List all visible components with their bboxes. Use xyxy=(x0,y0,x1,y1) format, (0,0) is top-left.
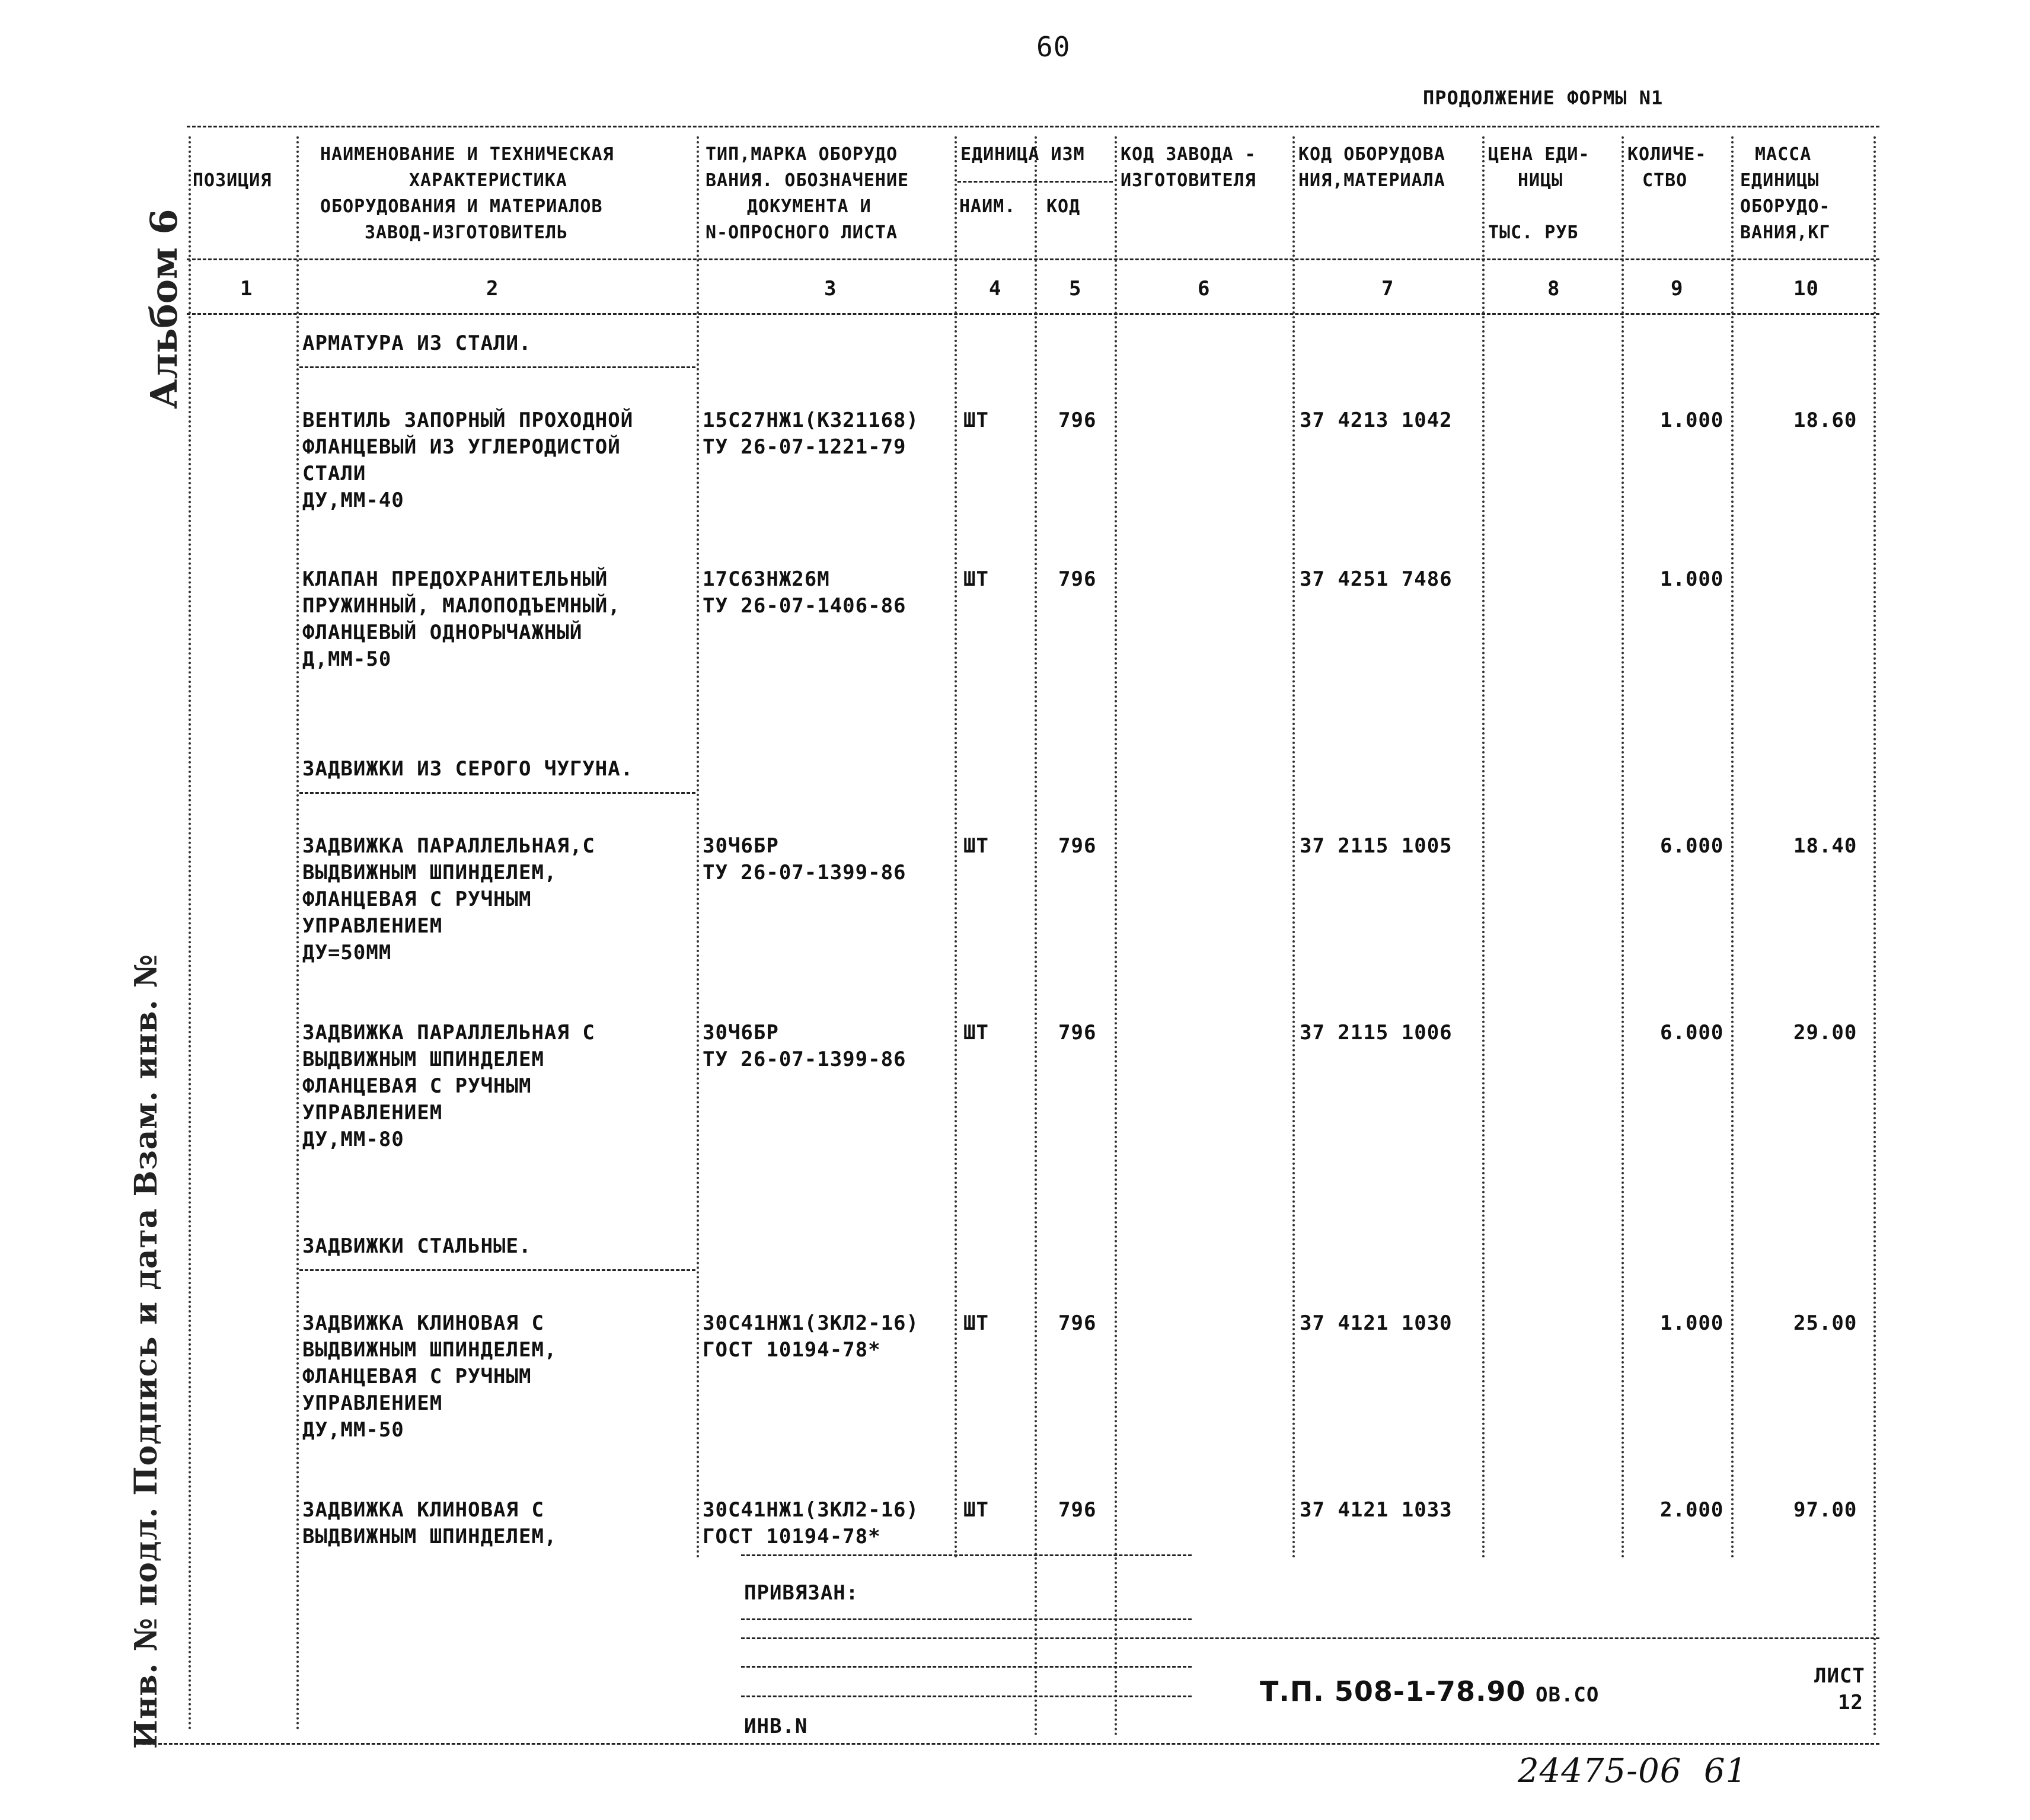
item-name-line: ФЛАНЦЕВАЯ С РУЧНЫМ xyxy=(302,1365,532,1388)
header-c6-line1: КОД ЗАВОДА - xyxy=(1121,144,1256,165)
item-name-line: КЛАПАН ПРЕДОХРАНИТЕЛЬНЫЙ xyxy=(302,567,608,591)
stamp-rule xyxy=(741,1666,1192,1668)
item-unit: ШТ xyxy=(963,1498,989,1522)
rule-bottom xyxy=(142,1743,1879,1745)
col-divider-8 xyxy=(1622,136,1624,1559)
stamp-sheet-number: 12 xyxy=(1838,1691,1863,1714)
form-continuation: ПРОДОЛЖЕНИЕ ФОРМЫ N1 xyxy=(1423,87,1664,109)
header-c2-line1: НАИМЕНОВАНИЕ И ТЕХНИЧЕСКАЯ xyxy=(320,144,614,165)
item-name-line: ЗАДВИЖКА ПАРАЛЛЕЛЬНАЯ,С xyxy=(302,834,595,858)
item-name-line: ФЛАНЦЕВАЯ С РУЧНЫМ xyxy=(302,1074,532,1098)
col-number-6: 6 xyxy=(1198,277,1211,301)
header-c10-line1: МАССА xyxy=(1755,144,1812,165)
header-c10-line2: ЕДИНИЦЫ xyxy=(1740,170,1820,191)
item-name-line: ФЛАНЦЕВЫЙ ИЗ УГЛЕРОДИСТОЙ xyxy=(302,435,621,459)
col-divider-7 xyxy=(1482,136,1485,1559)
item-type-doc: ТУ 26-07-1406-86 xyxy=(703,594,907,618)
item-mass: 18.40 xyxy=(1793,834,1857,858)
header-c2-line2: ХАРАКТЕРИСТИКА xyxy=(409,170,567,191)
section-underline xyxy=(299,1269,695,1271)
item-name-line: УПРАВЛЕНИЕМ xyxy=(302,914,443,938)
header-c3-line2: ВАНИЯ. ОБОЗНАЧЕНИЕ xyxy=(706,170,909,191)
rule-stamp-2 xyxy=(741,1637,1879,1639)
header-c2-line4: ЗАВОД-ИЗГОТОВИТЕЛЬ xyxy=(365,222,569,243)
item-name-line: ДУ,ММ-40 xyxy=(302,488,404,512)
item-unit-code: 796 xyxy=(1058,1311,1097,1335)
item-name-line: ВЫДВИЖНЫМ ШПИНДЕЛЕМ, xyxy=(302,1338,557,1362)
section-underline xyxy=(299,792,695,794)
col-number-5: 5 xyxy=(1069,277,1082,301)
item-equip-code: 37 4213 1042 xyxy=(1300,408,1453,432)
col-divider-9 xyxy=(1731,136,1734,1559)
rule-stamp-top xyxy=(741,1554,1192,1556)
col-number-4: 4 xyxy=(989,277,1002,301)
stamp-privyazan: ПРИВЯЗАН: xyxy=(744,1581,859,1605)
col-number-3: 3 xyxy=(824,277,837,301)
item-type-doc: ГОСТ 10194-78* xyxy=(703,1338,881,1362)
col-divider-0 xyxy=(189,136,191,1731)
col-divider-3 xyxy=(955,136,957,1559)
header-unit-top: ЕДИНИЦА ИЗМ xyxy=(960,144,1085,165)
col-number-2: 2 xyxy=(486,277,499,301)
item-unit: ШТ xyxy=(963,567,989,591)
item-name-line: ЗАДВИЖКА ПАРАЛЛЕЛЬНАЯ С xyxy=(302,1021,595,1045)
section-underline xyxy=(299,366,695,368)
item-mass: 29.00 xyxy=(1793,1021,1857,1045)
item-type: 30С41НЖ1(ЗКЛ2-16) xyxy=(703,1311,919,1335)
rule-colnum-bottom xyxy=(187,313,1879,315)
item-mass: 97.00 xyxy=(1793,1498,1857,1522)
stamp-rule xyxy=(741,1696,1192,1697)
col-divider-5 xyxy=(1115,136,1117,1737)
item-mass: 18.60 xyxy=(1793,408,1857,432)
item-type: 17С63НЖ26М xyxy=(703,567,830,591)
item-type: 30Ч6БР xyxy=(703,1021,779,1045)
header-c8-line2: НИЦЫ xyxy=(1518,170,1563,191)
item-name-line: ВЫДВИЖНЫМ ШПИНДЕЛЕМ, xyxy=(302,1525,557,1548)
item-unit: ШТ xyxy=(963,408,989,432)
stamp-sheet-label: ЛИСТ xyxy=(1814,1664,1865,1688)
item-unit: ШТ xyxy=(963,1021,989,1045)
item-name-line: ДУ,ММ-80 xyxy=(302,1128,404,1151)
item-unit: ШТ xyxy=(963,834,989,858)
item-name-line: ПРУЖИННЫЙ, МАЛОПОДЪЕМНЫЙ, xyxy=(302,594,621,618)
header-c4: НАИМ. xyxy=(959,196,1016,217)
stamp-designation: Т.П. 508-1-78.90 xyxy=(1260,1675,1526,1707)
section-title: АРМАТУРА ИЗ СТАЛИ. xyxy=(302,331,532,355)
item-type-doc: ГОСТ 10194-78* xyxy=(703,1525,881,1548)
item-qty: 2.000 xyxy=(1660,1498,1724,1522)
item-unit-code: 796 xyxy=(1058,1021,1097,1045)
item-unit-code: 796 xyxy=(1058,1498,1097,1522)
item-mass: 25.00 xyxy=(1793,1311,1857,1335)
item-name-line: ФЛАНЦЕВАЯ С РУЧНЫМ xyxy=(302,887,532,911)
item-name-line: ВЕНТИЛЬ ЗАПОРНЫЙ ПРОХОДНОЙ xyxy=(302,408,634,432)
item-name-line: ФЛАНЦЕВЫЙ ОДНОРЫЧАЖНЫЙ xyxy=(302,621,583,644)
item-type-doc: ТУ 26-07-1221-79 xyxy=(703,435,907,459)
col-number-10: 10 xyxy=(1793,277,1819,301)
item-equip-code: 37 4251 7486 xyxy=(1300,567,1453,591)
col-number-9: 9 xyxy=(1671,277,1684,301)
item-equip-code: 37 2115 1006 xyxy=(1300,1021,1453,1045)
rule-header-bottom xyxy=(187,258,1879,260)
item-qty: 1.000 xyxy=(1660,408,1724,432)
header-c7-line1: КОД ОБОРУДОВА xyxy=(1298,144,1445,165)
item-name-line: ДУ,ММ-50 xyxy=(302,1418,404,1442)
item-type: 30Ч6БР xyxy=(703,834,779,858)
header-c9-line1: КОЛИЧЕ- xyxy=(1627,144,1707,165)
section-title: ЗАДВИЖКИ СТАЛЬНЫЕ. xyxy=(302,1234,532,1258)
col-divider-2 xyxy=(697,136,699,1559)
handwritten-number: 24475-06 61 xyxy=(1518,1752,1748,1790)
page-number: 60 xyxy=(1036,31,1071,63)
item-type-doc: ТУ 26-07-1399-86 xyxy=(703,1048,907,1071)
col-number-8: 8 xyxy=(1547,277,1560,301)
item-name-line: ВЫДВИЖНЫМ ШПИНДЕЛЕМ, xyxy=(302,861,557,885)
album-label: Альбом 6 xyxy=(142,209,186,409)
item-name-line: ДУ=50ММ xyxy=(302,941,392,965)
header-unit-split xyxy=(957,181,1113,183)
header-c1: ПОЗИЦИЯ xyxy=(193,170,272,191)
item-type: 15С27НЖ1(К321168) xyxy=(703,408,919,432)
stamp-suffix: ОВ.СО xyxy=(1536,1683,1600,1707)
header-c7-line2: НИЯ,МАТЕРИАЛА xyxy=(1298,170,1445,191)
item-equip-code: 37 4121 1033 xyxy=(1300,1498,1453,1522)
header-c3-line1: ТИП,МАРКА ОБОРУДО xyxy=(706,144,898,165)
item-equip-code: 37 2115 1005 xyxy=(1300,834,1453,858)
col-divider-6 xyxy=(1292,136,1295,1559)
item-unit-code: 796 xyxy=(1058,408,1097,432)
item-name-line: УПРАВЛЕНИЕМ xyxy=(302,1391,443,1415)
rule-top xyxy=(187,126,1879,127)
header-c5: КОД xyxy=(1046,196,1081,217)
header-c8-line3: ТЫС. РУБ xyxy=(1488,222,1579,243)
header-c3-line4: N-ОПРОСНОГО ЛИСТА xyxy=(706,222,898,243)
col-divider-4 xyxy=(1035,136,1037,1737)
item-type: 30С41НЖ1(ЗКЛ2-16) xyxy=(703,1498,919,1522)
item-qty: 1.000 xyxy=(1660,567,1724,591)
item-name-line: ЗАДВИЖКА КЛИНОВАЯ С xyxy=(302,1498,544,1522)
item-qty: 6.000 xyxy=(1660,1021,1724,1045)
col-divider-10 xyxy=(1873,136,1876,1737)
header-c2-line3: ОБОРУДОВАНИЯ И МАТЕРИАЛОВ xyxy=(320,196,603,217)
header-c10-line3: ОБОРУДО- xyxy=(1740,196,1831,217)
col-divider-1 xyxy=(296,136,299,1731)
item-unit-code: 796 xyxy=(1058,567,1097,591)
section-title: ЗАДВИЖКИ ИЗ СЕРОГО ЧУГУНА. xyxy=(302,757,634,781)
item-name-line: ВЫДВИЖНЫМ ШПИНДЕЛЕМ xyxy=(302,1048,544,1071)
header-c8-line1: ЦЕНА ЕДИ- xyxy=(1488,144,1590,165)
item-name-line: Д,ММ-50 xyxy=(302,647,392,671)
header-c10-line4: ВАНИЯ,КГ xyxy=(1740,222,1831,243)
item-name-line: ЗАДВИЖКА КЛИНОВАЯ С xyxy=(302,1311,544,1335)
item-unit-code: 796 xyxy=(1058,834,1097,858)
col-number-1: 1 xyxy=(240,277,253,301)
item-qty: 1.000 xyxy=(1660,1311,1724,1335)
item-unit: ШТ xyxy=(963,1311,989,1335)
item-name-line: СТАЛИ xyxy=(302,462,366,486)
header-c3-line3: ДОКУМЕНТА И xyxy=(747,196,872,217)
stamp-rule xyxy=(741,1618,1192,1620)
item-qty: 6.000 xyxy=(1660,834,1724,858)
item-equip-code: 37 4121 1030 xyxy=(1300,1311,1453,1335)
stamp-inv: ИНВ.N xyxy=(744,1714,808,1738)
item-name-line: УПРАВЛЕНИЕМ xyxy=(302,1101,443,1125)
header-c6-line2: ИЗГОТОВИТЕЛЯ xyxy=(1121,170,1256,191)
item-type-doc: ТУ 26-07-1399-86 xyxy=(703,861,907,885)
side-stamp-label: Инв. № подл. Подпись и дата Взам. инв. № xyxy=(128,953,164,1749)
header-c9-line2: СТВО xyxy=(1642,170,1688,191)
col-number-7: 7 xyxy=(1381,277,1394,301)
